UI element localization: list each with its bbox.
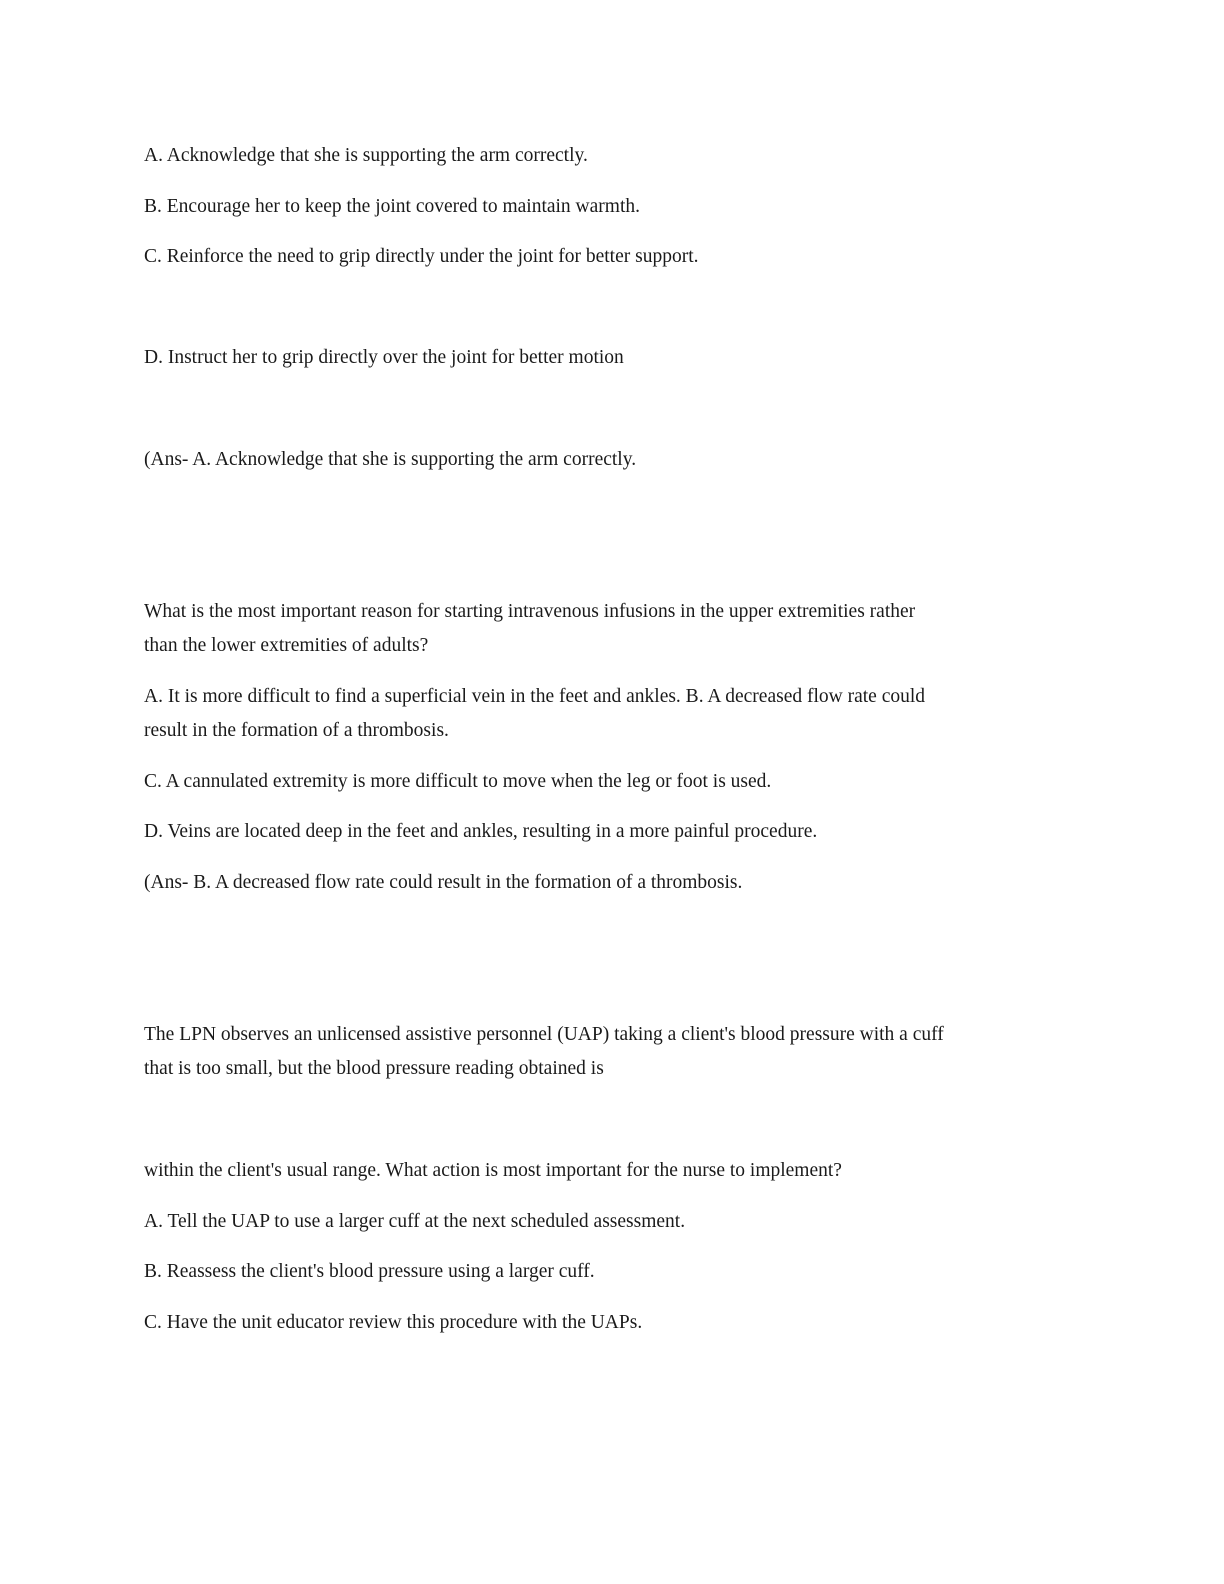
q3-option-a: A. Tell the UAP to use a larger cuff at the next scheduled assessment. bbox=[144, 1211, 686, 1232]
q2-option-c: C. A cannulated extremity is more difficult to move when the leg or foot is used. bbox=[144, 771, 772, 792]
q1-option-a: A. Acknowledge that she is supporting the arm correctly. bbox=[144, 145, 588, 166]
q3-question-line3: within the client's usual range. What action is most important for the nurse to implement? bbox=[144, 1160, 842, 1181]
q1-answer: (Ans- A. Acknowledge that she is supporting the arm correctly. bbox=[144, 449, 637, 470]
q1-option-b: B. Encourage her to keep the joint covered to maintain warmth. bbox=[144, 196, 641, 217]
q2-option-ab-line2: result in the formation of a thrombosis. bbox=[144, 720, 449, 741]
q1-option-d: D. Instruct her to grip directly over the joint for better motion bbox=[144, 347, 624, 368]
q2-question-line2: than the lower extremities of adults? bbox=[144, 635, 429, 656]
q3-option-c: C. Have the unit educator review this procedure with the UAPs. bbox=[144, 1312, 643, 1333]
q3-option-b: B. Reassess the client's blood pressure using a larger cuff. bbox=[144, 1261, 595, 1282]
q3-question-line1: The LPN observes an unlicensed assistive personnel (UAP) taking a client's blood pressure with a cuff bbox=[144, 1024, 944, 1045]
q2-option-ab-line1: A. It is more difficult to find a superficial vein in the feet and ankles. B. A decreased flow rate could bbox=[144, 686, 926, 707]
q2-answer: (Ans- B. A decreased flow rate could result in the formation of a thrombosis. bbox=[144, 872, 743, 893]
q1-option-c: C. Reinforce the need to grip directly under the joint for better support. bbox=[144, 246, 699, 267]
q2-question-line1: What is the most important reason for starting intravenous infusions in the upper extremities rather bbox=[144, 601, 916, 622]
q2-option-d: D. Veins are located deep in the feet and ankles, resulting in a more painful procedure. bbox=[144, 821, 818, 842]
q3-question-line2: that is too small, but the blood pressure reading obtained is bbox=[144, 1058, 604, 1079]
